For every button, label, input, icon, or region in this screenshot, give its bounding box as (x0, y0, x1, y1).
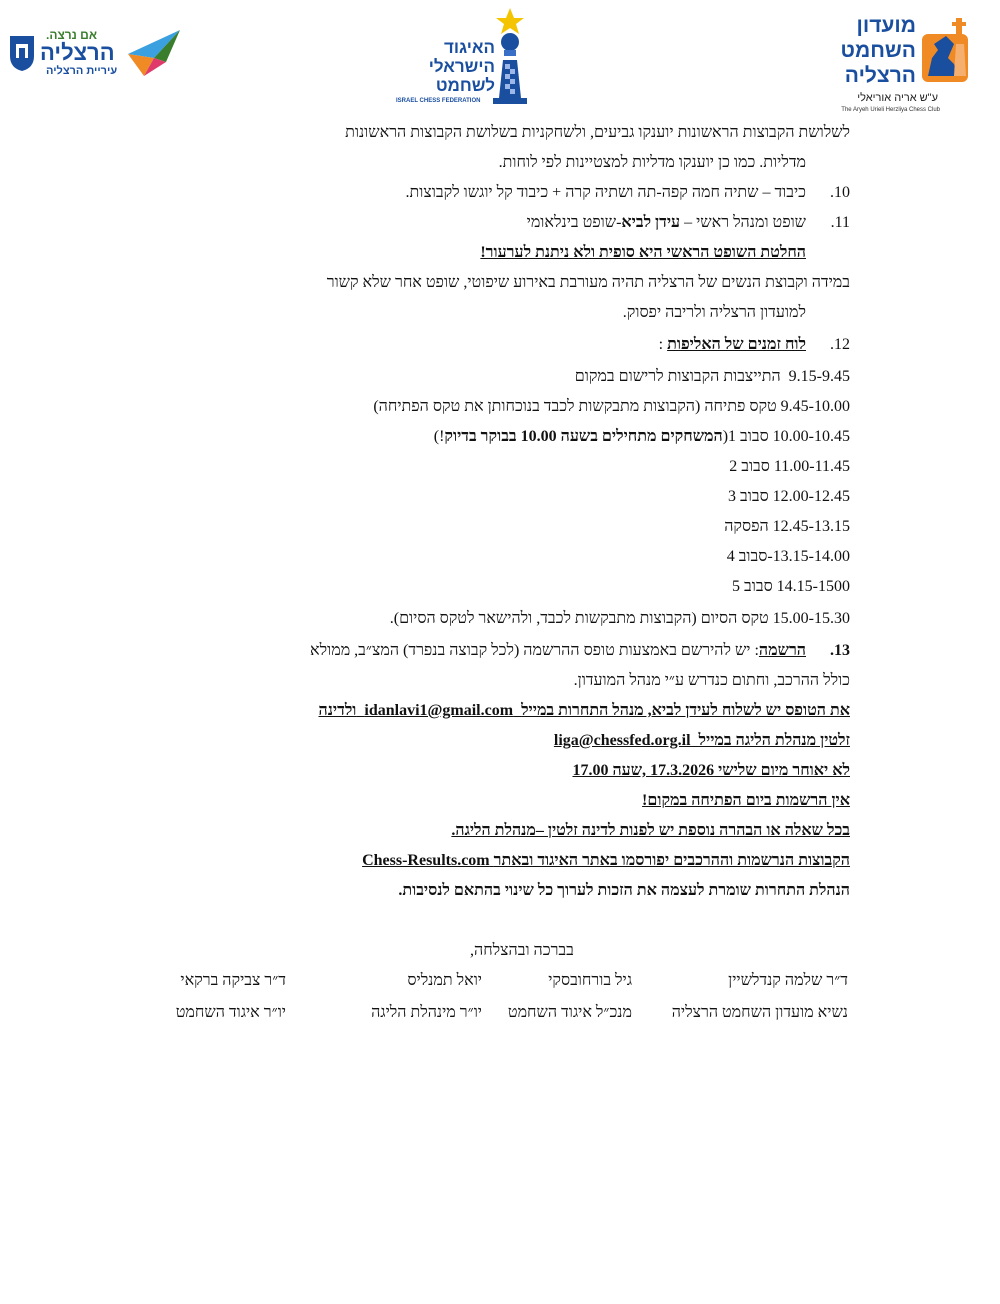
schedule-row (724, 512, 850, 542)
schedule-time: 14.15-1500 (776, 578, 850, 595)
signature-name: ד״ר צביקה ברקאי (180, 972, 286, 989)
city-emblem-icon (8, 32, 36, 72)
schedule-time: 13.15-14.00 (772, 548, 850, 565)
signature-title: מנכ״ל איגוד השחמט (507, 1004, 632, 1021)
schedule-bold-note: המשחקים מתחילים בשעה 10.00 בבוקר בדיוק (444, 428, 723, 445)
chess-results-link[interactable]: Chess-Results.com (362, 852, 490, 869)
chess-pawn-star-icon (485, 6, 535, 106)
signature-name: יואל תמנליס (407, 972, 482, 989)
schedule-text: התייצבות הקבוצות לרישום במקום (574, 368, 781, 385)
prizes-line2: מדליות. כמו כן יוענקו מדליות למצטיינות לפי לוחות. (498, 154, 806, 171)
schedule-row (728, 482, 850, 512)
chess-knight-icon (918, 14, 973, 84)
club-logo-hebrew-subtitle: ע"ש אריה אוריאלי (857, 92, 938, 104)
club-logo-line2: השחמט (840, 39, 916, 62)
schedule-row (732, 572, 850, 602)
women-team-line2: למועדון הרצליה ולריבה יפסוק. (622, 304, 806, 321)
arbiter-decision-final: החלטת השופט הראשי היא סופית ולא ניתנת לערעור! (480, 244, 806, 261)
club-logo-english-subtitle: The Aryeh Urieli Herzliya Chess Club (841, 107, 940, 113)
women-team-line1: במידה וקבוצת הנשים של הרצליה תהיה מעורבת באירוע שיפוטי, שופט אחר שלא קשור (326, 274, 850, 291)
signature-title: יו״ר איגוד השחמט (175, 1004, 286, 1021)
schedule-row (373, 392, 850, 422)
schedule-row (729, 452, 850, 482)
schedule-text: סבוב 3 (728, 488, 769, 505)
schedule-tail: !) (433, 428, 445, 445)
league-manager-text: זלטין מנהלת הליגה במייל (698, 732, 850, 749)
federation-logo-english: ISRAEL CHESS FEDERATION (396, 98, 481, 104)
club-logo-line1: מועדון (856, 14, 916, 37)
schedule-row (727, 542, 850, 572)
schedule-text: סבוב 2 (729, 458, 770, 475)
chief-arbiter-name: עידן לביא (621, 214, 681, 231)
item-13-number: 13. (830, 642, 850, 659)
schedule-text: סבוב 1( (722, 428, 769, 445)
schedule-title: לוח זמנים של האליפות (667, 336, 806, 353)
management-reserve: הנהלת התחרות שומרת לעצמה את הזכות לערוך כל שינוי בהתאם לנסיבות. (398, 882, 850, 899)
item-10-text: כיבוד – שתיה חמה קפה-תה ושתיה קרה + כיבוד קל יוגשו לקבוצות. (405, 184, 806, 201)
signature-title: נשיא מועדון השחמט הרצליה (671, 1004, 848, 1021)
questions-contact: בכל שאלה או הבהרה נוספת יש לפנות לדינה זלטין –מנהלת הליגה. (451, 822, 850, 839)
schedule-text: הפסקה (724, 518, 769, 535)
idan-email-link[interactable]: idanlavi1@gmail.com (364, 702, 514, 719)
signature-name: ד״ר שלמה קנדלשיין (728, 972, 848, 989)
schedule-time: 9.15-9.45 (788, 368, 850, 385)
no-onsite-registration: אין הרשמות ביום הפתיחה במקום! (642, 792, 850, 809)
schedule-title-colon: : (658, 336, 664, 353)
item-12-number: 12. (830, 336, 850, 353)
item-11 (527, 208, 850, 238)
signature-name: גיל בורחובסקי (548, 972, 632, 989)
schedule-time: 12.00-12.45 (772, 488, 850, 505)
send-form-line1 (319, 696, 850, 726)
schedule-time: 10.00-10.45 (772, 428, 850, 445)
signature-title: יו״ר מינהלת הליגה (371, 1004, 482, 1021)
israel-chess-federation-logo (390, 6, 540, 111)
publish-line (362, 846, 850, 876)
city-arrows-icon (124, 28, 184, 78)
item-13 (310, 636, 850, 666)
registration-title: הרשמה (758, 642, 806, 659)
prizes-line1: לשלושת הקבוצות הראשונות יוענקו גביעים, ולשחקניות בשלושת הקבוצות הראשונות (345, 124, 850, 141)
schedule-row (575, 362, 850, 392)
schedule-row (390, 604, 850, 634)
league-email-link[interactable]: liga@chessfed.org.il (553, 732, 691, 749)
item-11-prefix: שופט ומנהל ראשי – (684, 214, 806, 231)
city-municipality: עיריית הרצליה (46, 65, 118, 77)
send-form-text: את הטופס יש לשלוח לעידן לביא, מנהל התחרות במייל (521, 702, 850, 719)
schedule-time: 12.45-13.15 (772, 518, 850, 535)
item-11-suffix: -שופט בינלאומי (526, 214, 622, 231)
item-10 (406, 178, 850, 208)
schedule-text: טקס הסיום (הקבוצות מתבקשות לכבד, ולהישאר לטקס הסיום). (389, 610, 769, 627)
page-header (0, 0, 1000, 120)
registration-deadline: לא יאוחר מיום שלישי 17.3.2026 ,שעה 17.00 (572, 762, 850, 779)
closing-greeting: בברכה ובהצלחה, (470, 942, 574, 959)
registration-text: : יש להירשם באמצעות טופס ההרשמה (לכל קבוצה בנפרד) המצ״ב, ממולא (310, 642, 759, 659)
federation-logo-line1: האיגוד (443, 38, 495, 57)
city-slogan: אם נרצה. (46, 28, 97, 42)
schedule-time: 11.00-11.45 (773, 458, 850, 475)
send-form-line2 (554, 726, 850, 756)
publish-text: הקבוצות הנרשמות וההרכבים יפורסמו באתר האיגוד ובאתר (493, 852, 850, 869)
herzliya-municipality-logo (8, 28, 188, 88)
item-11-number: 11. (830, 214, 850, 231)
item-10-number: 10. (830, 184, 850, 201)
schedule-text: סבוב 5 (732, 578, 773, 595)
city-name: הרצליה (40, 40, 115, 65)
schedule-time: 15.00-15.30 (772, 610, 850, 627)
schedule-text: טקס פתיחה (הקבוצות מתבקשות לכבד בנוכחותן את טקס הפתיחה) (373, 398, 777, 415)
club-logo-line3: הרצליה (844, 64, 916, 87)
federation-logo-line2: הישראלי (428, 57, 495, 76)
send-form-and-dina: ולדינה (318, 702, 357, 719)
item-12 (659, 330, 850, 360)
registration-line2: כולל ההרכב, וחתום כנדרש ע״י מנהל המועדון. (573, 672, 850, 689)
schedule-time: 9.45-10.00 (780, 398, 850, 415)
herzliya-chess-club-logo (828, 12, 978, 112)
schedule-row (434, 422, 850, 452)
schedule-text: -סבוב 4 (726, 548, 773, 565)
federation-logo-line3: לשחמט (435, 76, 495, 95)
